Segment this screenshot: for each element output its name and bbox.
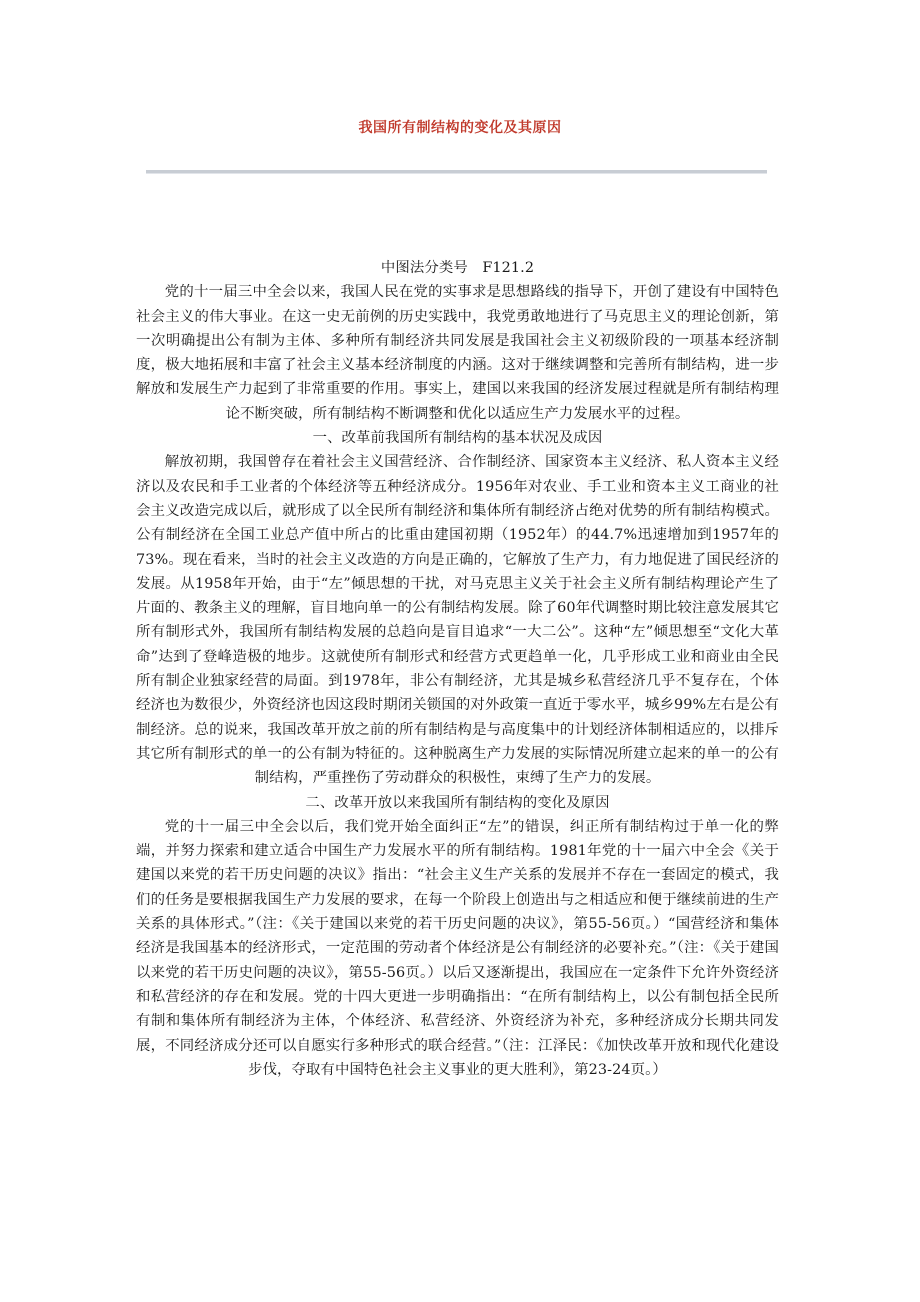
intro-paragraph: 党的十一届三中全会以来，我国人民在党的实事求是思想路线的指导下，开创了建设有中国特色社会主义的伟大事业。在这一史无前例的历史实践中，我党勇敢地进行了马克思主义的理论创新，第一次明确提出公有制为主体、多种所有制经济共同发展是我国社会主义初级阶段的一项基本经济制度，极大地拓展和丰富了社会主义基本经济制度的内涵。这对于继续调整和完善所有制结构，进一步解放和发展生产力起到了非常重要的作用。事实上，建国以来我国的经济发展过程就是所有制结构理论不断突破，所有制结构不断调整和优化以适应生产力发展水平的过程。 bbox=[136, 284, 779, 422]
document-title: 我国所有制结构的变化及其原因 bbox=[358, 120, 562, 136]
title-divider bbox=[146, 170, 767, 174]
section-1-paragraph: 解放初期，我国曾存在着社会主义国营经济、合作制经济、国家资本主义经济、私人资本主义经济以及农民和手工业者的个体经济等五种经济成分。1956年对农业、手工业和资本主义工商业的社会主义改造完成以后，就形成了以全民所有制经济和集体所有制经济占绝对优势的所有制结构模式。公有制经济在全国工业总产值中所占的比重由建国初期（1952年）的44.7%迅速增加到1957年的73%。现在看来，当时的社会主义改造的方向是正确的，它解放了生产力，有力地促进了国民经济的发展。从1958年开始，由于“左”倾思想的干扰，对马克思主义关于社会主义所有制结构理论产生了片面的、教条主义的理解，盲目地向单一的公有制结构发展。除了60年代调整时期比较注意发展其它所有制形式外，我国所有制结构发展的总趋向是盲目追求“一大二公”。这种“左”倾思想至“文化大革命”达到了登峰造极的地步。这就使所有制形式和经营方式更趋单一化，几乎形成工业和商业由全民所有制企业独家经营的局面。到1978年，非公有制经济，尤其是城乡私营经济几乎不复存在，个体经济也为数很少，外资经济也因这段时期闭关锁国的对外政策一直近于零水平，城乡99%左右是公有制经济。总的说来，我国改革开放之前的所有制结构是与高度集中的计划经济体制相适应的，以排斥其它所有制形式的单一的公有制为特征的。这种脱离生产力发展的实际情况所建立起来的单一的公有制结构，严重挫伤了劳动群众的积极性，束缚了生产力的发展。 bbox=[136, 454, 779, 787]
document-body bbox=[136, 256, 779, 1082]
section-1-heading: 一、改革前我国所有制结构的基本状况及成因 bbox=[312, 430, 603, 447]
classification-number: 中图法分类号 F121.2 bbox=[380, 260, 535, 276]
section-2-heading: 二、改革开放以来我国所有制结构的变化及原因 bbox=[305, 794, 610, 811]
section-2-paragraph: 党的十一届三中全会以后，我们党开始全面纠正“左”的错误，纠正所有制结构过于单一化的弊端，并努力探索和建立适合中国生产力发展水平的所有制结构。1981年党的十一届六中全会《关于建国以来党的若干历史问题的决议》指出：“社会主义生产关系的发展并不存在一套固定的模式，我们的任务是要根据我国生产力发展的要求，在每一个阶段上创造出与之相适应和便于继续前进的生产关系的具体形式。”（注：《关于建国以来党的若干历史问题的决议》，第55-56页。）“国营经济和集体经济是我国基本的经济形式，一定范围的劳动者个体经济是公有制经济的必要补充。”（注：《关于建国以来党的若干历史问题的决议》，第55-56页。）以后又逐渐提出，我国应在一定条件下允许外资经济和私营经济的存在和发展。党的十四大更进一步明确指出：“在所有制结构上，以公有制包括全民所有制和集体所有制经济为主体，个体经济、私营经济、外资经济为补充，多种经济成分长期共同发展，不同经济成分还可以自愿实行多种形式的联合经营。”（注：江泽民：《加快改革开放和现代化建设步伐，夺取有中国特色社会主义事业的更大胜利》，第23-24页。） bbox=[136, 818, 779, 1078]
